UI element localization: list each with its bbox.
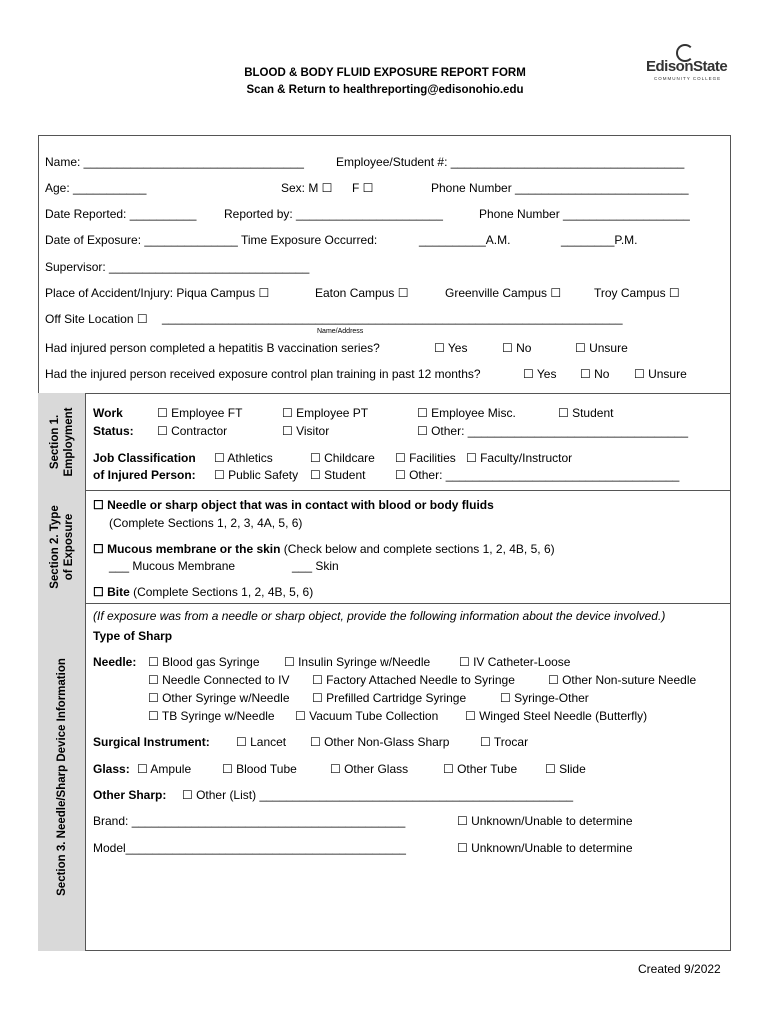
lancet-checkbox[interactable]: ☐ Lancet [236,735,287,749]
work-label: Work [93,406,123,420]
hepb-question: Had injured person completed a hepatitis B vaccination series? [45,341,380,355]
employee-id-field[interactable]: Employee/Student #: ___________________________________ [336,155,685,169]
other-non-suture-needle-checkbox[interactable]: ☐ Other Non-suture Needle [548,673,697,687]
other-glass-checkbox[interactable]: ☐ Other Glass [330,762,409,776]
status-other-field[interactable]: ☐ Other: _________________________________ [417,424,689,438]
hepb-yes-checkbox[interactable]: ☐ Yes [434,341,468,355]
insulin-syringe-checkbox[interactable]: ☐ Insulin Syringe w/Needle [284,655,431,669]
place-piqua-checkbox[interactable]: Place of Accident/Injury: Piqua Campus ☐ [45,286,270,300]
divider-section3 [38,603,731,604]
childcare-checkbox[interactable]: ☐ Childcare [310,451,375,465]
offsite-checkbox[interactable]: Off Site Location ☐ [45,312,148,326]
factory-attached-needle-checkbox[interactable]: ☐ Factory Attached Needle to Syringe [312,673,515,687]
section2-sidebar [38,490,86,603]
hepb-unsure-checkbox[interactable]: ☐ Unsure [575,341,628,355]
phone-number-field[interactable]: Phone Number __________________________ [431,181,689,195]
faculty-checkbox[interactable]: ☐ Faculty/Instructor [466,451,573,465]
other-list-field[interactable]: ☐ Other (List) _______________________________________________ [182,788,574,802]
divider-section2 [38,490,731,491]
of-injured-person-label: of Injured Person: [93,468,196,482]
place-greenville-checkbox[interactable]: Greenville Campus ☐ [445,286,562,300]
contractor-checkbox[interactable]: ☐ Contractor [157,424,228,438]
needle-exposure-note: (Complete Sections 1, 2, 3, 4A, 5, 6) [109,516,303,530]
prefilled-cartridge-checkbox[interactable]: ☐ Prefilled Cartridge Syringe [312,691,467,705]
time-am-field[interactable]: __________A.M. [419,233,511,247]
needle-connected-iv-checkbox[interactable]: ☐ Needle Connected to IV [148,673,290,687]
other-non-glass-checkbox[interactable]: ☐ Other Non-Glass Sharp [310,735,450,749]
date-reported-field[interactable]: Date Reported: __________ [45,207,197,221]
date-of-exposure-field[interactable]: Date of Exposure: ______________ Time Exposure Occurred: [45,233,378,247]
blood-gas-syringe-checkbox[interactable]: ☐ Blood gas Syringe [148,655,260,669]
time-pm-field[interactable]: ________P.M. [561,233,638,247]
reported-by-field[interactable]: Reported by: ______________________ [224,207,443,221]
bite-exposure-checkbox[interactable]: ☐ Bite (Complete Sections 1, 2, 4B, 5, 6) [93,585,314,599]
training-unsure-checkbox[interactable]: ☐ Unsure [634,367,687,381]
supervisor-field[interactable]: Supervisor: ______________________________ [45,260,310,274]
name-address-caption: Name/Address [317,328,364,335]
sex-f-checkbox[interactable]: F ☐ [352,181,374,195]
student-checkbox[interactable]: ☐ Student [558,406,614,420]
needle-label: Needle: [93,655,137,669]
section1-sidebar [38,393,86,490]
facilities-checkbox[interactable]: ☐ Facilities [395,451,456,465]
mucous-exposure-checkbox[interactable]: ☐ Mucous membrane or the skin (Check below and complete sections 1, 2, 4B, 5, 6) [93,542,555,556]
training-no-checkbox[interactable]: ☐ No [580,367,610,381]
place-troy-checkbox[interactable]: Troy Campus ☐ [594,286,680,300]
other-syringe-checkbox[interactable]: ☐ Other Syringe w/Needle [148,691,290,705]
slide-checkbox[interactable]: ☐ Slide [545,762,586,776]
type-of-sharp-label: Type of Sharp [93,629,173,643]
form-title: BLOOD & BODY FLUID EXPOSURE REPORT FORM [244,67,526,79]
brand-unknown-checkbox[interactable]: ☐ Unknown/Unable to determine [457,814,633,828]
reporter-phone-field[interactable]: Phone Number ___________________ [479,207,690,221]
sex-m-checkbox[interactable]: Sex: M ☐ [281,181,333,195]
tb-syringe-checkbox[interactable]: ☐ TB Syringe w/Needle [148,709,275,723]
training-question: Had the injured person received exposure control plan training in past 12 months? [45,367,481,381]
mucous-membrane-field[interactable]: ___ Mucous Membrane [109,559,236,573]
surgical-instrument-label: Surgical Instrument: [93,735,210,749]
model-field[interactable]: Model__________________________________________ [93,841,406,855]
blood-tube-checkbox[interactable]: ☐ Blood Tube [222,762,297,776]
other-sharp-label: Other Sharp: [93,788,167,802]
needle-exposure-checkbox[interactable]: ☐ Needle or sharp object that was in contact with blood or body fluids [93,498,494,512]
job-other-field[interactable]: ☐ Other: ___________________________________ [395,468,680,482]
public-safety-checkbox[interactable]: ☐ Public Safety [214,468,299,482]
created-date: Created 9/2022 [638,962,721,976]
employee-pt-checkbox[interactable]: ☐ Employee PT [282,406,369,420]
employee-misc-checkbox[interactable]: ☐ Employee Misc. [417,406,516,420]
edison-state-logo: EdisonState COMMUNITY COLLEGE [646,44,726,84]
employee-ft-checkbox[interactable]: ☐ Employee FT [157,406,243,420]
glass-label: Glass: [93,762,130,776]
trocar-checkbox[interactable]: ☐ Trocar [480,735,529,749]
brand-field[interactable]: Brand: _________________________________________ [93,814,406,828]
offsite-location-field[interactable]: _____________________________________________________________________ [162,311,623,325]
place-eaton-checkbox[interactable]: Eaton Campus ☐ [315,286,409,300]
section1-label: Section 1. Employment [48,406,75,477]
athletics-checkbox[interactable]: ☐ Athletics [214,451,273,465]
model-unknown-checkbox[interactable]: ☐ Unknown/Unable to determine [457,841,633,855]
iv-catheter-checkbox[interactable]: ☐ IV Catheter-Loose [459,655,571,669]
other-tube-checkbox[interactable]: ☐ Other Tube [443,762,518,776]
job-classification-label: Job Classification [93,451,196,465]
job-student-checkbox[interactable]: ☐ Student [310,468,366,482]
section2-label: Section 2. Type of Exposure [48,504,75,589]
skin-field[interactable]: ___ Skin [292,559,339,573]
section3-label: Section 3. Needle/Sharp Device Information [55,658,68,896]
vacuum-tube-checkbox[interactable]: ☐ Vacuum Tube Collection [295,709,439,723]
divider-section1 [38,393,731,394]
visitor-checkbox[interactable]: ☐ Visitor [282,424,330,438]
winged-steel-needle-checkbox[interactable]: ☐ Winged Steel Needle (Butterfly) [465,709,648,723]
training-yes-checkbox[interactable]: ☐ Yes [523,367,557,381]
section3-intro: (If exposure was from a needle or sharp object, provide the following information about the device involved.) [93,609,666,623]
syringe-other-checkbox[interactable]: ☐ Syringe-Other [500,691,589,705]
status-label: Status: [93,424,134,438]
age-field[interactable]: Age: ___________ [45,181,147,195]
hepb-no-checkbox[interactable]: ☐ No [502,341,532,355]
ampule-checkbox[interactable]: ☐ Ampule [137,762,192,776]
form-subtitle: Scan & Return to healthreporting@edisonohio.edu [246,84,524,96]
section3-sidebar [38,603,86,951]
name-field[interactable]: Name: _________________________________ [45,155,304,169]
